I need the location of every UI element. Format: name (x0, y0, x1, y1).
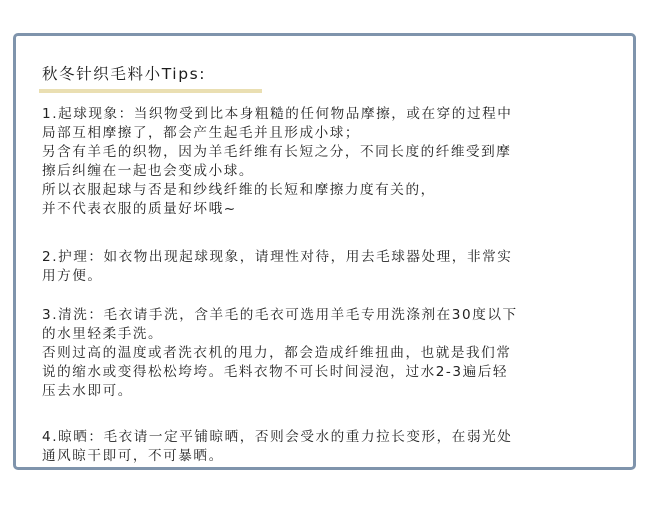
section-line: 2.护理：如衣物出现起球现象，请理性对待，用去毛球器处理，非常实 (42, 249, 513, 265)
section-line: 否则过高的温度或者洗衣机的甩力，都会造成纤维扭曲，也就是我们常 (42, 345, 512, 361)
section-line: 另含有羊毛的织物，因为羊毛纤维有长短之分，不同长度的纤维受到摩 (42, 144, 512, 160)
section-line: 1.起球现象：当织物受到比本身粗糙的任何物品摩擦，或在穿的过程中 (42, 106, 513, 122)
section-line: 用方便。 (42, 268, 103, 284)
section-line: 4.晾晒：毛衣请一定平铺晾晒，否则会受水的重力拉长变形，在弱光处 (42, 429, 513, 445)
section-line: 并不代表衣服的质量好坏哦~ (42, 201, 237, 217)
title-underline (39, 89, 262, 93)
section-line: 所以衣服起球与否是和纱线纤维的长短和摩擦力度有关的， (42, 182, 436, 198)
section-washing (42, 306, 622, 401)
section-line: 的水里轻柔手洗。 (42, 326, 164, 342)
section-line: 局部互相摩擦了，都会产生起毛并且形成小球； (42, 125, 361, 141)
section-line: 压去水即可。 (42, 383, 133, 399)
section-line: 通风晾干即可，不可暴晒。 (42, 448, 224, 464)
section-drying (42, 428, 622, 466)
tips-title: 秋冬针织毛料小Tips: (42, 65, 207, 83)
section-pilling (42, 105, 622, 219)
section-line: 擦后纠缠在一起也会变成小球。 (42, 163, 255, 179)
section-line: 说的缩水或变得松松垮垮。毛料衣物不可长时间浸泡，过水2-3遍后轻 (42, 364, 509, 380)
section-line: 3.清洗：毛衣请手洗，含羊毛的毛衣可选用羊毛专用洗涤剂在30度以下 (42, 307, 518, 323)
tips-card (13, 33, 636, 470)
section-care (42, 248, 622, 286)
